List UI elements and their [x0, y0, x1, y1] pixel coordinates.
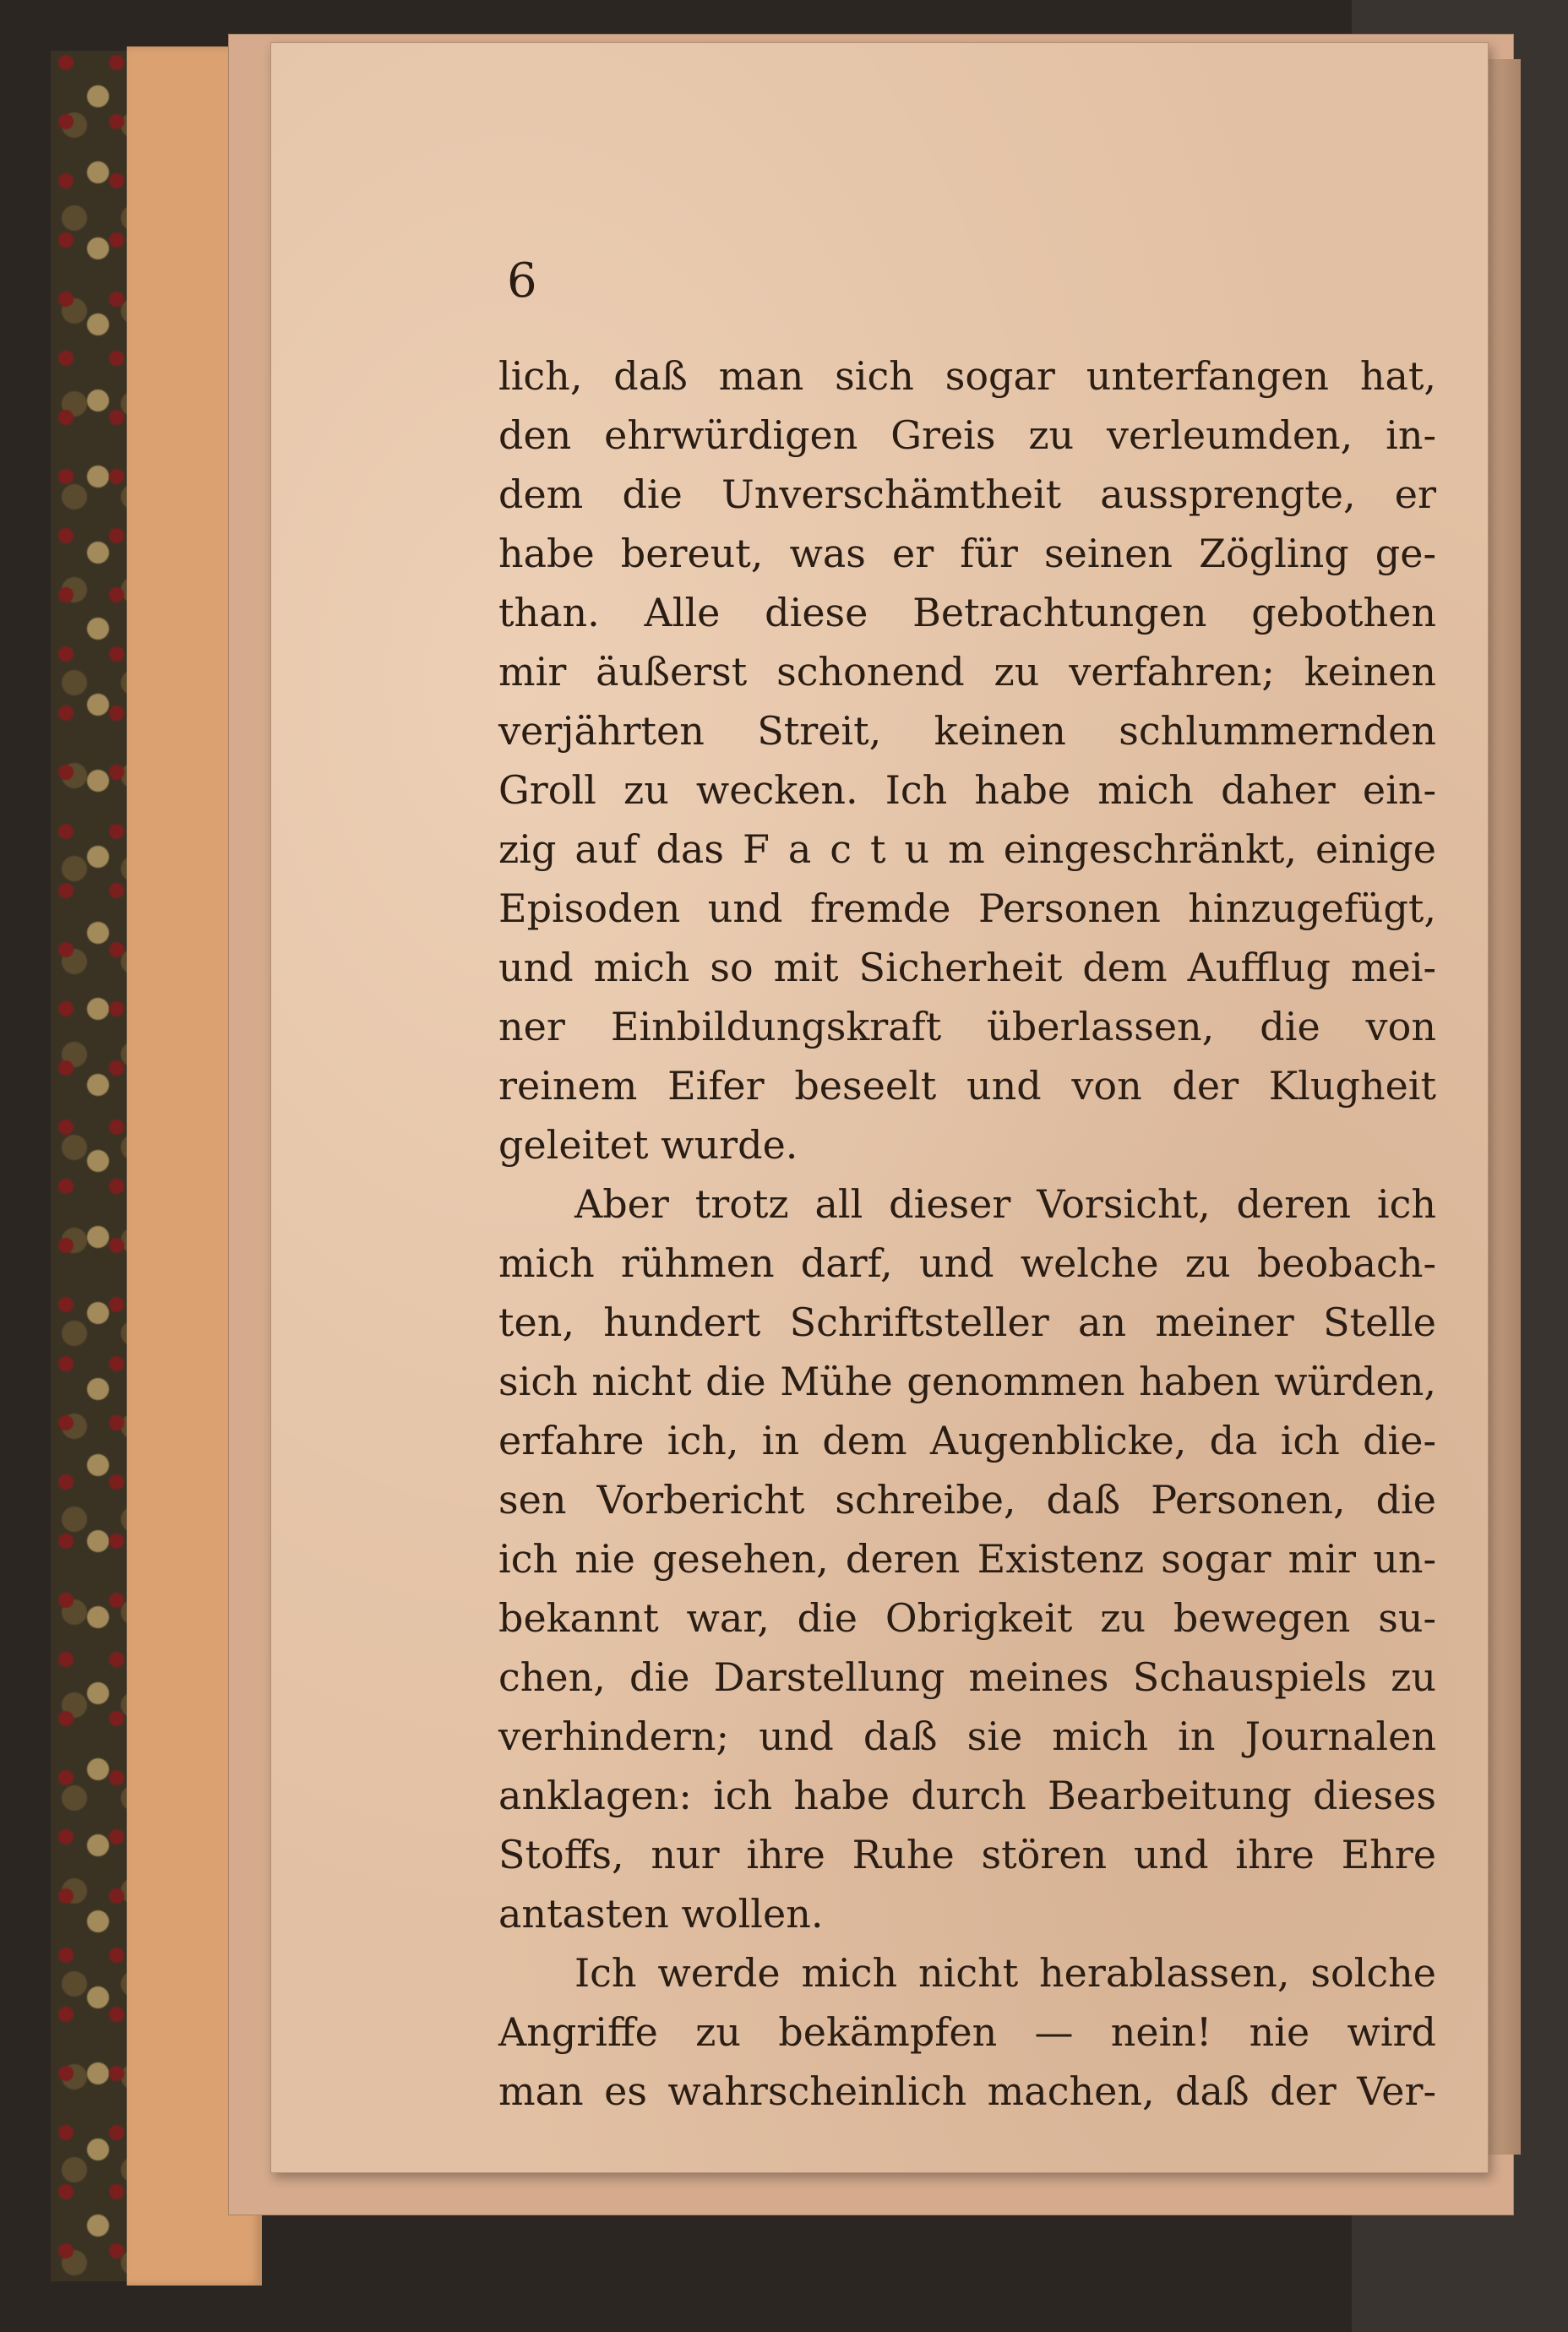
- text-line: Ich werde mich nicht herablassen, solche: [574, 1950, 1436, 1996]
- text-line: geleitet wurde.: [498, 1122, 798, 1168]
- text-line: chen, die Darstellung meines Schauspiels zu: [498, 1654, 1436, 1700]
- text-line: ner Einbildungskraft überlassen, die von: [498, 1004, 1436, 1049]
- text-line: man es wahrscheinlich machen, daß der Ver-: [498, 2068, 1436, 2114]
- text-line: reinem Eifer beseelt und von der Klugheit: [498, 1063, 1436, 1109]
- text-line: bekannt war, die Obrigkeit zu bewegen su-: [498, 1595, 1436, 1641]
- text-line: lich, daß man sich sogar unterfangen hat,: [498, 353, 1436, 399]
- text-line: than. Alle diese Betrachtungen gebothen: [498, 590, 1436, 635]
- text-line: Stoffs, nur ihre Ruhe stören und ihre Ehre: [498, 1832, 1436, 1877]
- body-text: [498, 346, 1436, 2121]
- text-line: verhindern; und daß sie mich in Journalen: [498, 1714, 1436, 1759]
- text-line: zig auf das F a c t u m eingeschränkt, einige: [498, 826, 1436, 872]
- text-line: mir äußerst schonend zu verfahren; keinen: [498, 649, 1436, 695]
- text-line: sen Vorbericht schreibe, daß Personen, die: [498, 1477, 1436, 1523]
- text-line: Episoden und fremde Personen hinzugefügt,: [498, 885, 1436, 931]
- text-line: mich rühmen darf, und welche zu beobach-: [498, 1240, 1436, 1286]
- text-line: dem die Unverschämtheit aussprengte, er: [498, 471, 1436, 517]
- page-number: 6: [507, 253, 537, 308]
- text-line: und mich so mit Sicherheit dem Aufflug mei-: [498, 945, 1436, 990]
- text-line: ten, hundert Schriftsteller an meiner Stelle: [498, 1299, 1436, 1345]
- text-line: verjährten Streit, keinen schlummernden: [498, 708, 1436, 754]
- text-line: Angriffe zu bekämpfen — nein! nie wird: [498, 2009, 1436, 2055]
- text-line: sich nicht die Mühe genommen haben würden,: [498, 1359, 1436, 1404]
- text-line: Aber trotz all dieser Vorsicht, deren ich: [574, 1181, 1436, 1227]
- text-line: antasten wollen.: [498, 1891, 824, 1937]
- text-line: anklagen: ich habe durch Bearbeitung dieses: [498, 1773, 1436, 1818]
- text-line: Groll zu wecken. Ich habe mich daher ein-: [498, 767, 1436, 813]
- text-line: ich nie gesehen, deren Existenz sogar mir un-: [498, 1536, 1436, 1582]
- text-line: erfahre ich, in dem Augenblicke, da ich die-: [498, 1418, 1436, 1463]
- text-line: habe bereut, was er für seinen Zögling ge-: [498, 531, 1436, 576]
- page-stack-edge: [1487, 59, 1521, 2155]
- text-line: den ehrwürdigen Greis zu verleumden, in-: [498, 412, 1436, 458]
